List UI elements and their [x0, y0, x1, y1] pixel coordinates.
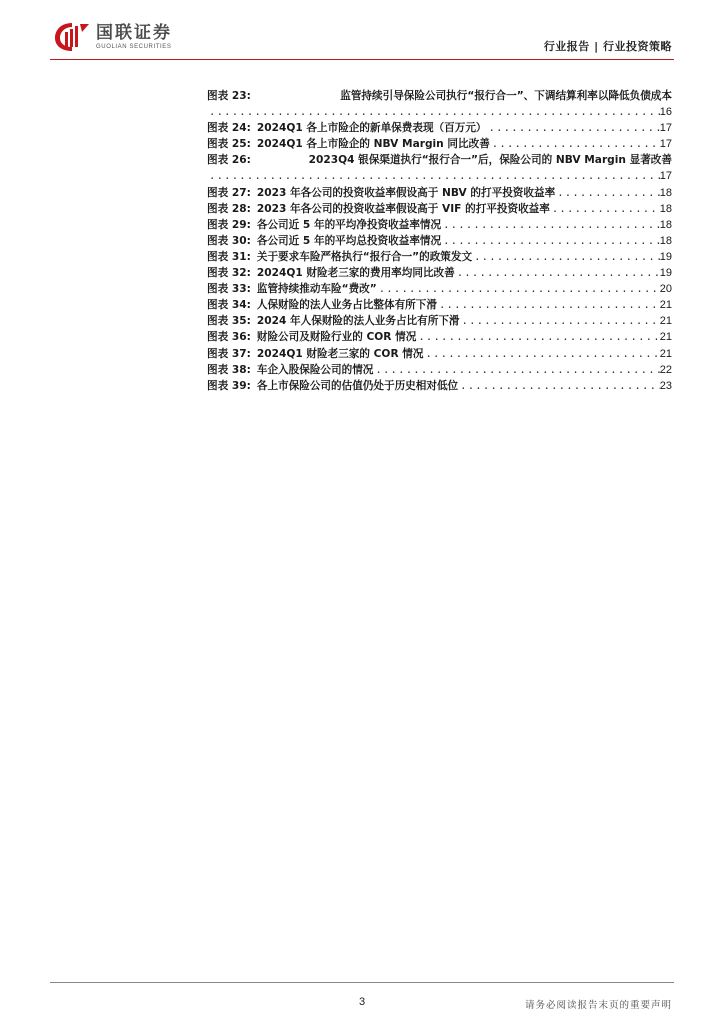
toc-leader-dots	[423, 346, 659, 362]
toc-leader-dots	[441, 233, 660, 249]
toc-figure-label: 图表 34:	[207, 299, 251, 312]
toc-figure-label: 图表 36:	[207, 331, 251, 344]
toc-page-number: 21	[659, 347, 672, 360]
toc-figure-title: 关于要求车险严格执行“报行合一”的政策发文	[256, 250, 473, 263]
toc-figure-label: 图表 25:	[207, 138, 251, 151]
header-divider	[50, 59, 674, 60]
toc-figure-label: 图表 39:	[207, 379, 251, 392]
toc-leader-dots	[437, 297, 660, 313]
toc-leader-dots	[373, 362, 659, 378]
toc-page-number: 19	[659, 250, 672, 263]
toc-page-number: 21	[659, 331, 672, 344]
logo-english-name: GUOLIAN SECURITIES	[96, 43, 172, 50]
toc-entry[interactable]	[207, 265, 672, 281]
toc-page-number: 17	[659, 138, 672, 151]
toc-figure-label: 图表 27:	[207, 186, 251, 199]
toc-figure-title: 各上市保险公司的估值仍处于历史相对低位	[256, 379, 459, 392]
toc-entry[interactable]	[207, 362, 672, 378]
toc-page-number: 21	[659, 299, 672, 312]
toc-page-number: 19	[659, 267, 672, 280]
toc-figure-label: 图表 33:	[207, 283, 251, 296]
toc-entry[interactable]	[207, 185, 672, 201]
toc-page-number: 22	[659, 363, 672, 376]
toc-entry[interactable]	[207, 346, 672, 362]
toc-figure-label: 图表 26:	[207, 154, 251, 167]
toc-leader-dots	[455, 265, 660, 281]
toc-page-number: 18	[659, 234, 672, 247]
toc-figure-label: 图表 32:	[207, 267, 251, 280]
toc-page-number: 16	[659, 106, 672, 119]
toc-entry[interactable]	[207, 152, 672, 184]
toc-entry[interactable]	[207, 281, 672, 297]
toc-figure-label: 图表 29:	[207, 218, 251, 231]
toc-figure-label: 图表 28:	[207, 202, 251, 215]
toc-figure-label: 图表 30:	[207, 234, 251, 247]
toc-page-number: 23	[659, 379, 672, 392]
toc-figure-title: 监管持续引导保险公司执行“报行合一”、下调结算利率以降低负债成本	[340, 90, 672, 102]
toc-leader-dots	[458, 378, 660, 394]
toc-figure-title: 2024 年人保财险的法人业务占比有所下滑	[256, 315, 460, 328]
toc-leader-dots	[490, 136, 660, 152]
toc-figure-title: 车企入股保险公司的情况	[256, 363, 374, 376]
toc-leader-dots	[472, 249, 660, 265]
toc-page-number: 20	[659, 283, 672, 296]
toc-entry[interactable]	[207, 136, 672, 152]
toc-leader-dots	[207, 168, 660, 184]
toc-entry[interactable]	[207, 329, 672, 345]
toc-entry[interactable]	[207, 297, 672, 313]
disclaimer: 请务必阅读报告末页的重要声明	[524, 1000, 672, 1011]
toc-figure-title: 2024Q1 财险老三家的 COR 情况	[256, 347, 424, 360]
toc-figure-label: 图表 35:	[207, 315, 251, 328]
toc-figure-title: 监管持续推动车险“费改”	[256, 283, 377, 296]
toc-leader-dots	[441, 217, 660, 233]
toc-figure-label: 图表 37:	[207, 347, 251, 360]
toc-entry[interactable]	[207, 313, 672, 329]
page-header	[0, 0, 724, 70]
toc-leader-dots	[377, 281, 660, 297]
toc-page-number: 18	[659, 218, 672, 231]
logo-chinese-name: 国联证券	[96, 22, 172, 43]
toc-figure-title: 2023 年各公司的投资收益率假设高于 VIF 的打平投资收益率	[256, 202, 550, 215]
toc-figure-title: 各公司近 5 年的平均总投资收益率情况	[256, 234, 442, 247]
toc-entry[interactable]	[207, 233, 672, 249]
toc-leader-dots	[207, 104, 660, 120]
toc-figure-title: 各公司近 5 年的平均净投资收益率情况	[256, 218, 442, 231]
figure-list	[207, 88, 672, 394]
toc-figure-label: 图表 31:	[207, 250, 251, 263]
toc-figure-title: 2023 年各公司的投资收益率假设高于 NBV 的打平投资收益率	[256, 186, 556, 199]
toc-entry[interactable]	[207, 249, 672, 265]
toc-leader-dots	[460, 313, 660, 329]
toc-page-number: 17	[659, 170, 672, 183]
toc-figure-label: 图表 24:	[207, 122, 251, 135]
toc-leader-dots	[416, 329, 659, 345]
toc-page-number: 18	[659, 202, 672, 215]
company-logo	[52, 20, 172, 54]
report-type: 行业报告 | 行业投资策略	[543, 40, 672, 53]
guolian-logo-icon	[52, 20, 92, 54]
toc-page-number: 17	[659, 122, 672, 135]
toc-figure-title: 财险公司及财险行业的 COR 情况	[256, 331, 417, 344]
toc-figure-label: 图表 38:	[207, 363, 251, 376]
toc-entry[interactable]	[207, 378, 672, 394]
toc-figure-title: 2024Q1 各上市险企的新单保费表现（百万元）	[256, 122, 487, 135]
toc-entry[interactable]	[207, 88, 672, 120]
toc-leader-dots	[487, 120, 660, 136]
toc-figure-title: 人保财险的法人业务占比整体有所下滑	[256, 299, 437, 312]
page-number: 3	[358, 996, 366, 1008]
toc-entry[interactable]	[207, 201, 672, 217]
toc-entry[interactable]	[207, 217, 672, 233]
toc-leader-dots	[555, 185, 660, 201]
toc-figure-title: 2024Q1 各上市险企的 NBV Margin 同比改善	[256, 138, 490, 151]
toc-page-number: 21	[659, 315, 672, 328]
toc-page-number: 18	[659, 186, 672, 199]
toc-figure-title: 2023Q4 银保渠道执行“报行合一”后，保险公司的 NBV Margin 显著改善	[308, 154, 672, 167]
footer-divider	[50, 982, 674, 983]
toc-figure-title: 2024Q1 财险老三家的费用率均同比改善	[256, 267, 455, 280]
toc-entry[interactable]	[207, 120, 672, 136]
toc-figure-label: 图表 23:	[207, 90, 251, 102]
toc-leader-dots	[550, 201, 660, 217]
